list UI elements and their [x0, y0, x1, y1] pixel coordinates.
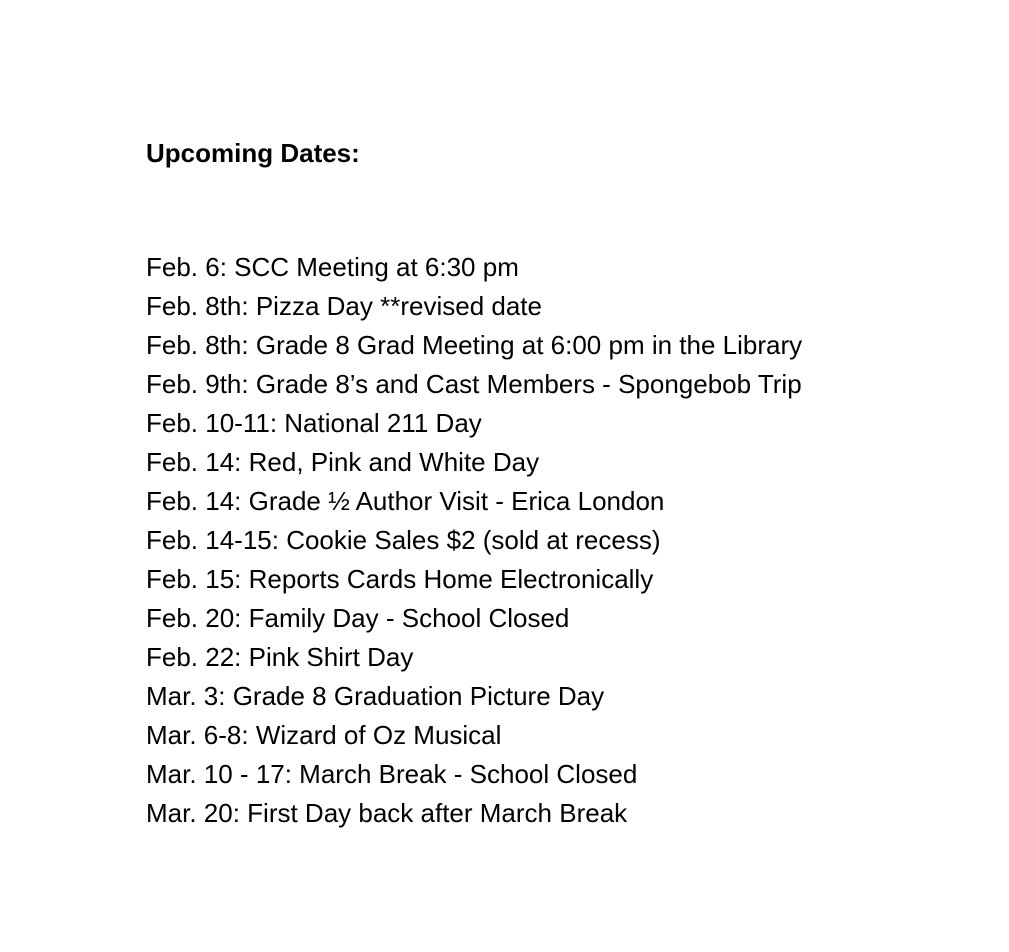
list-item: Mar. 20: First Day back after March Break — [146, 798, 628, 828]
list-item: Feb. 20: Family Day - School Closed — [146, 603, 570, 633]
document-body — [146, 136, 986, 828]
list-item: Feb. 8th: Grade 8 Grad Meeting at 6:00 pm in the Library — [146, 330, 803, 360]
list-item: Mar. 10 - 17: March Break - School Closed — [146, 759, 638, 789]
list-item: Feb. 10-11: National 211 Day — [146, 408, 482, 438]
list-item: Feb. 22: Pink Shirt Day — [146, 642, 414, 672]
list-item: Mar. 3: Grade 8 Graduation Picture Day — [146, 681, 605, 711]
list-item: Feb. 14: Grade ½ Author Visit - Erica London — [146, 486, 665, 516]
list-item: Feb. 8th: Pizza Day **revised date — [146, 291, 542, 321]
upcoming-dates-list — [146, 248, 802, 833]
list-item: Mar. 6-8: Wizard of Oz Musical — [146, 720, 502, 750]
list-item: Feb. 9th: Grade 8’s and Cast Members - Spongebob Trip — [146, 369, 802, 399]
list-item: Feb. 6: SCC Meeting at 6:30 pm — [146, 252, 519, 282]
list-item: Feb. 14-15: Cookie Sales $2 (sold at recess) — [146, 525, 661, 555]
list-item: Feb. 14: Red, Pink and White Day — [146, 447, 540, 477]
list-item: Feb. 15: Reports Cards Home Electronically — [146, 564, 654, 594]
page-title: Upcoming Dates: — [146, 138, 360, 168]
